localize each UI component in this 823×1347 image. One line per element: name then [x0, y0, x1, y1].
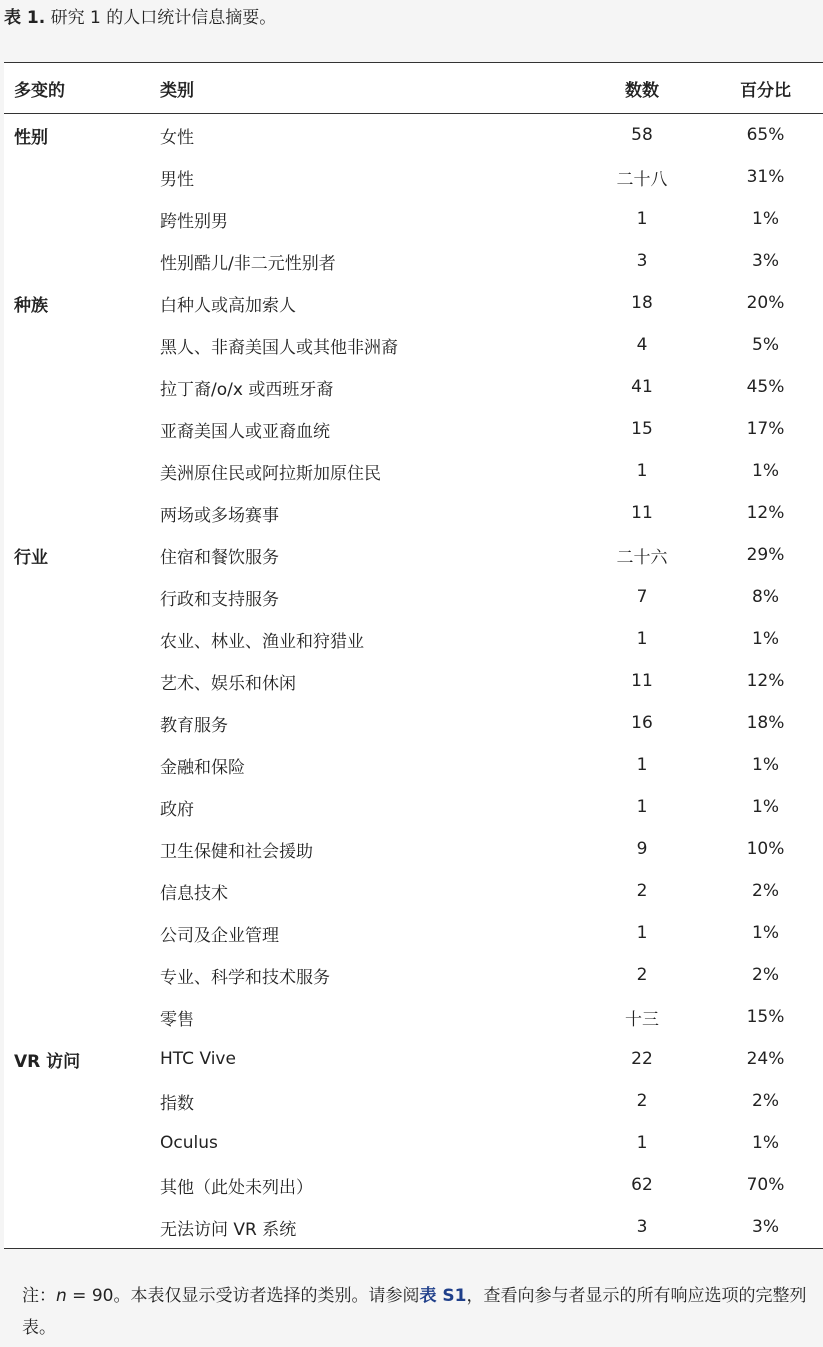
table-row: [4, 114, 823, 157]
cell-category: 指数: [160, 1093, 194, 1114]
cell-variable: [4, 912, 150, 954]
header-count: 数数: [576, 63, 708, 114]
cell-percent: 70%: [746, 1175, 785, 1195]
table-row: [4, 1164, 823, 1206]
cell-category: 白种人或高加索人: [160, 295, 296, 316]
cell-percent: 1%: [752, 755, 779, 775]
cell-percent: 24%: [746, 1049, 785, 1069]
cell-variable: [4, 408, 150, 450]
cell-percent: 2%: [752, 965, 779, 985]
table-row: [4, 408, 823, 450]
table-row: [4, 660, 823, 702]
cell-count: 3: [636, 1217, 648, 1237]
header-percent: 百分比: [708, 63, 823, 114]
cell-variable: [4, 786, 150, 828]
cell-count: 15: [631, 419, 653, 439]
cell-variable: [4, 996, 150, 1038]
cell-variable: [4, 450, 150, 492]
cell-category: 教育服务: [160, 715, 228, 736]
cell-count: 1: [636, 797, 648, 817]
cell-count: 2: [636, 1091, 648, 1111]
table-row: [4, 576, 823, 618]
cell-category: 拉丁裔/o/x 或西班牙裔: [160, 379, 334, 400]
cell-percent: 65%: [746, 125, 785, 145]
cell-variable: VR 访问: [14, 1051, 81, 1072]
table-row: [4, 534, 823, 576]
cell-category: 卫生保健和社会援助: [160, 841, 313, 862]
cell-variable: [4, 618, 150, 660]
cell-category: 黑人、非裔美国人或其他非洲裔: [160, 337, 398, 358]
cell-variable: [4, 828, 150, 870]
cell-category: Oculus: [160, 1133, 218, 1153]
cell-variable: [4, 1122, 150, 1164]
cell-variable: 行业: [14, 547, 48, 568]
cell-count: 1: [636, 209, 648, 229]
cell-percent: 12%: [746, 503, 785, 523]
cell-category: 零售: [160, 1009, 194, 1030]
cell-count: 11: [631, 671, 653, 691]
cell-percent: 20%: [746, 293, 785, 313]
cell-variable: [4, 156, 150, 198]
cell-category: 信息技术: [160, 883, 228, 904]
cell-variable: [4, 366, 150, 408]
header-category: 类别: [150, 63, 576, 114]
cell-count: 11: [631, 503, 653, 523]
cell-category: 跨性别男: [160, 211, 228, 232]
cell-count: 22: [631, 1049, 653, 1069]
table-row: [4, 744, 823, 786]
cell-category: 两场或多场赛事: [160, 505, 279, 526]
table-row: [4, 492, 823, 534]
cell-percent: 3%: [752, 251, 779, 271]
cell-percent: 17%: [746, 419, 785, 439]
cell-percent: 45%: [746, 377, 785, 397]
table-row: [4, 702, 823, 744]
table-row: [4, 282, 823, 324]
cell-count: 4: [636, 335, 648, 355]
cell-count: 9: [636, 839, 648, 859]
cell-percent: 1%: [752, 797, 779, 817]
cell-count: 十三: [625, 1009, 659, 1030]
note-suffix: ，查看向参与者显示的所有响应选项的完整列表。: [22, 1286, 807, 1338]
cell-count: 2: [636, 965, 648, 985]
table-caption: [4, 6, 276, 30]
cell-category: 艺术、娱乐和休闲: [160, 673, 296, 694]
cell-percent: 1%: [752, 923, 779, 943]
table-row: [4, 870, 823, 912]
cell-category: 其他（此处未列出）: [160, 1177, 313, 1198]
cell-category: HTC Vive: [160, 1049, 236, 1069]
cell-percent: 8%: [752, 587, 779, 607]
cell-variable: [4, 702, 150, 744]
table-row: [4, 912, 823, 954]
table-row: [4, 828, 823, 870]
note-n-variable: n: [56, 1286, 67, 1306]
header-variable: 多变的: [4, 63, 150, 114]
cell-variable: [4, 198, 150, 240]
cell-count: 7: [636, 587, 648, 607]
note-prefix: 注：: [22, 1286, 56, 1306]
cell-category: 住宿和餐饮服务: [160, 547, 279, 568]
cell-percent: 29%: [746, 545, 785, 565]
cell-count: 二十六: [616, 547, 668, 568]
table-s1-link[interactable]: 表 S1: [419, 1286, 467, 1306]
cell-percent: 10%: [746, 839, 785, 859]
cell-percent: 2%: [752, 1091, 779, 1111]
cell-category: 性别酷儿/非二元性别者: [160, 253, 336, 274]
cell-variable: [4, 240, 150, 282]
cell-percent: 5%: [752, 335, 779, 355]
cell-variable: [4, 954, 150, 996]
cell-category: 农业、林业、渔业和狩猎业: [160, 631, 364, 652]
cell-percent: 1%: [752, 209, 779, 229]
cell-category: 金融和保险: [160, 757, 245, 778]
table-row: [4, 450, 823, 492]
table-body: [4, 114, 823, 1249]
table-row: [4, 324, 823, 366]
cell-variable: [4, 1206, 150, 1248]
cell-category: 公司及企业管理: [160, 925, 279, 946]
cell-count: 18: [631, 293, 653, 313]
cell-count: 1: [636, 1133, 648, 1153]
cell-percent: 15%: [746, 1007, 785, 1027]
table-header-row: [4, 63, 823, 114]
cell-count: 62: [631, 1175, 653, 1195]
cell-count: 二十八: [616, 169, 668, 190]
table-row: [4, 618, 823, 660]
cell-variable: [4, 870, 150, 912]
cell-variable: [4, 1164, 150, 1206]
table-row: [4, 156, 823, 198]
table-row: [4, 240, 823, 282]
cell-percent: 1%: [752, 1133, 779, 1153]
cell-variable: [4, 324, 150, 366]
cell-category: 政府: [160, 799, 194, 820]
table-row: [4, 198, 823, 240]
cell-percent: 12%: [746, 671, 785, 691]
table-row: [4, 1038, 823, 1080]
cell-variable: [4, 1080, 150, 1122]
table-note: [22, 1280, 812, 1344]
table-row: [4, 1206, 823, 1248]
table-row: [4, 366, 823, 408]
cell-category: 美洲原住民或阿拉斯加原住民: [160, 463, 381, 484]
cell-percent: 31%: [746, 167, 785, 187]
cell-category: 男性: [160, 169, 194, 190]
cell-percent: 1%: [752, 461, 779, 481]
table-caption-text: 研究 1 的人口统计信息摘要。: [50, 8, 277, 28]
cell-percent: 18%: [746, 713, 785, 733]
cell-count: 3: [636, 251, 648, 271]
table-caption-label: 表 1.: [4, 8, 46, 28]
note-n-text: = 90。本表仅显示受访者选择的类别。请参阅: [66, 1286, 420, 1306]
cell-variable: 种族: [14, 295, 48, 316]
cell-count: 1: [636, 629, 648, 649]
cell-category: 行政和支持服务: [160, 589, 279, 610]
table-row: [4, 1122, 823, 1164]
cell-count: 1: [636, 755, 648, 775]
cell-percent: 1%: [752, 629, 779, 649]
table-row: [4, 786, 823, 828]
table-row: [4, 954, 823, 996]
cell-count: 2: [636, 881, 648, 901]
cell-category: 无法访问 VR 系统: [160, 1219, 297, 1240]
cell-count: 1: [636, 923, 648, 943]
cell-percent: 2%: [752, 881, 779, 901]
cell-category: 女性: [160, 127, 194, 148]
cell-count: 1: [636, 461, 648, 481]
demographics-table: [4, 62, 823, 1249]
cell-category: 专业、科学和技术服务: [160, 967, 330, 988]
cell-category: 亚裔美国人或亚裔血统: [160, 421, 330, 442]
cell-percent: 3%: [752, 1217, 779, 1237]
cell-variable: [4, 744, 150, 786]
cell-variable: [4, 660, 150, 702]
cell-count: 58: [631, 125, 653, 145]
table-row: [4, 1080, 823, 1122]
cell-variable: [4, 492, 150, 534]
cell-count: 16: [631, 713, 653, 733]
cell-variable: [4, 576, 150, 618]
table-row: [4, 996, 823, 1038]
cell-variable: 性别: [14, 127, 48, 148]
cell-count: 41: [631, 377, 653, 397]
